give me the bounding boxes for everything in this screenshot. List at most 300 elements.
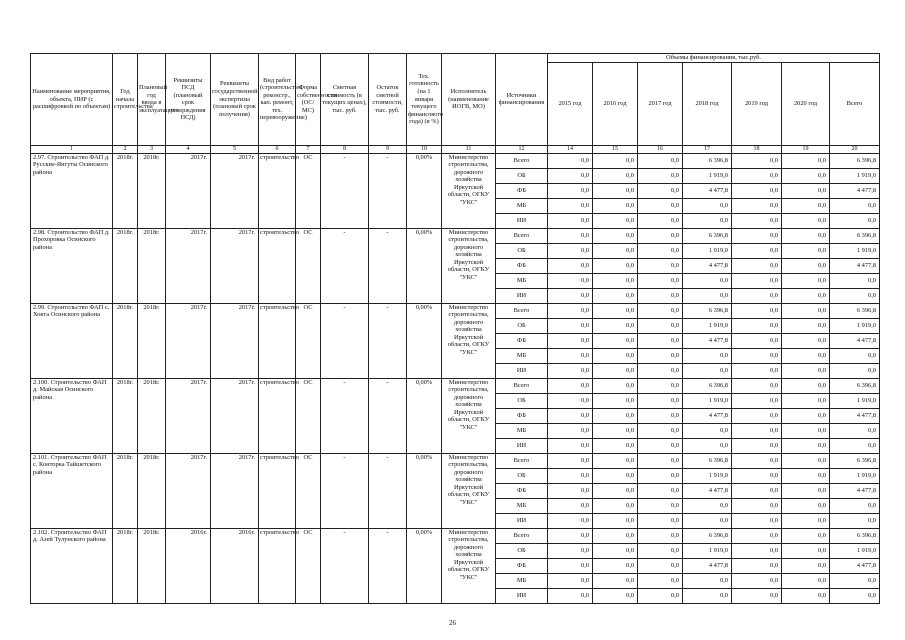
- funding-value: 0,0: [782, 168, 830, 183]
- header-year-2020: 2020 год: [782, 62, 830, 145]
- header-start-year: Год начала строительства: [113, 54, 138, 146]
- funding-value: 0,0: [732, 438, 782, 453]
- funding-value: 0,0: [683, 438, 732, 453]
- financing-table: [30, 53, 880, 604]
- funding-value: 0,0: [638, 408, 683, 423]
- funding-value: 0,0: [593, 318, 638, 333]
- estimated-cost: -: [321, 453, 369, 528]
- funding-source: ОБ: [496, 543, 548, 558]
- psd-date: 2016г.: [166, 528, 211, 603]
- funding-source: МБ: [496, 198, 548, 213]
- funding-source: ИИ: [496, 363, 548, 378]
- funding-value: 0,0: [593, 528, 638, 543]
- funding-value: 0,0: [638, 288, 683, 303]
- column-number: 8: [321, 145, 369, 153]
- funding-value: 0,0: [732, 153, 782, 168]
- ownership: ОС: [296, 453, 321, 528]
- funding-source: ИИ: [496, 588, 548, 603]
- funding-value: 6 396,8: [830, 378, 880, 393]
- funding-source: МБ: [496, 498, 548, 513]
- funding-value: 6 396,8: [683, 528, 732, 543]
- funding-source: МБ: [496, 348, 548, 363]
- column-number: 15: [593, 145, 638, 153]
- commission-year: 2018г.: [138, 453, 166, 528]
- funding-value: 0,0: [782, 408, 830, 423]
- funding-value: 0,0: [782, 573, 830, 588]
- funding-value: 0,0: [732, 423, 782, 438]
- funding-value: 0,0: [593, 228, 638, 243]
- funding-value: 0,0: [830, 348, 880, 363]
- funding-value: 0,0: [548, 483, 593, 498]
- project-name: 2.97. Строительство ФАП д. Русские-Янгуты Осинского района: [31, 153, 113, 228]
- funding-value: 0,0: [593, 273, 638, 288]
- funding-value: 0,0: [830, 438, 880, 453]
- funding-value: 0,0: [782, 453, 830, 468]
- funding-value: 0,0: [548, 183, 593, 198]
- funding-value: 0,0: [732, 573, 782, 588]
- funding-value: 1 919,0: [830, 168, 880, 183]
- column-number: 9: [369, 145, 407, 153]
- funding-value: 0,0: [638, 363, 683, 378]
- funding-value: 0,0: [593, 438, 638, 453]
- funding-value: 0,0: [638, 213, 683, 228]
- funding-value: 0,0: [782, 153, 830, 168]
- readiness: 0,00%: [407, 528, 442, 603]
- funding-value: 0,0: [548, 333, 593, 348]
- funding-value: 4 477,8: [830, 258, 880, 273]
- funding-source: ОБ: [496, 243, 548, 258]
- header-psd-requisites: Реквизиты ПСД (плановый срок утверждения ПСД): [166, 54, 211, 146]
- funding-value: 0,0: [638, 333, 683, 348]
- funding-value: 0,0: [732, 198, 782, 213]
- funding-value: 0,0: [638, 513, 683, 528]
- work-type: строительство: [259, 453, 296, 528]
- funding-value: 4 477,8: [683, 558, 732, 573]
- funding-value: 0,0: [782, 318, 830, 333]
- work-type: строительство: [259, 378, 296, 453]
- commission-year: 2018г.: [138, 153, 166, 228]
- expertise-date: 2017г.: [211, 228, 259, 303]
- header-work-type: Вид работ (строительство, реконстр., кап. ремонт, тех. перевооружение): [259, 54, 296, 146]
- funding-value: 0,0: [548, 258, 593, 273]
- funding-value: 6 396,8: [683, 453, 732, 468]
- funding-value: 1 919,0: [830, 393, 880, 408]
- expertise-date: 2017г.: [211, 303, 259, 378]
- funding-value: 0,0: [593, 153, 638, 168]
- start-year: 2018г.: [113, 453, 138, 528]
- funding-value: 0,0: [782, 378, 830, 393]
- funding-source: Всего: [496, 303, 548, 318]
- work-type: строительство: [259, 303, 296, 378]
- funding-value: 0,0: [593, 423, 638, 438]
- funding-value: 0,0: [593, 303, 638, 318]
- funding-source: ОБ: [496, 468, 548, 483]
- funding-value: 1 919,0: [830, 543, 880, 558]
- estimated-cost: -: [321, 303, 369, 378]
- funding-value: 0,0: [593, 453, 638, 468]
- funding-value: 0,0: [732, 558, 782, 573]
- funding-value: 6 396,8: [830, 228, 880, 243]
- column-number: 6: [259, 145, 296, 153]
- commission-year: 2018г.: [138, 528, 166, 603]
- estimated-cost: -: [321, 153, 369, 228]
- funding-value: 0,0: [593, 558, 638, 573]
- funding-value: 0,0: [593, 168, 638, 183]
- header-readiness: Тех. готовность (на 1 января текущего финансового года) (в %): [407, 54, 442, 146]
- funding-value: 6 396,8: [683, 378, 732, 393]
- funding-value: 0,0: [683, 513, 732, 528]
- funding-value: 0,0: [638, 378, 683, 393]
- funding-value: 0,0: [638, 468, 683, 483]
- column-number: 20: [830, 145, 880, 153]
- psd-date: 2017г.: [166, 303, 211, 378]
- funding-source: ФБ: [496, 183, 548, 198]
- funding-source: Всего: [496, 453, 548, 468]
- funding-value: 0,0: [548, 528, 593, 543]
- funding-value: 0,0: [732, 453, 782, 468]
- funding-value: 1 919,0: [683, 318, 732, 333]
- funding-value: 0,0: [683, 273, 732, 288]
- executor: Министерство строительства, дорожного хозяйства Иркутской области, ОГКУ "УКС": [442, 528, 496, 603]
- funding-value: 0,0: [548, 198, 593, 213]
- funding-value: 0,0: [732, 183, 782, 198]
- funding-value: 6 396,8: [830, 303, 880, 318]
- ownership: ОС: [296, 228, 321, 303]
- header-executor: Исполнитель (наименование ИОГВ, МО): [442, 54, 496, 146]
- funding-value: 0,0: [548, 153, 593, 168]
- funding-value: 0,0: [782, 558, 830, 573]
- funding-value: 0,0: [548, 303, 593, 318]
- psd-date: 2017г.: [166, 228, 211, 303]
- funding-value: 0,0: [548, 408, 593, 423]
- expertise-date: 2017г.: [211, 153, 259, 228]
- funding-value: 0,0: [638, 573, 683, 588]
- column-number: 17: [683, 145, 732, 153]
- funding-value: 4 477,8: [683, 483, 732, 498]
- funding-value: 4 477,8: [683, 333, 732, 348]
- funding-value: 0,0: [638, 438, 683, 453]
- funding-source: МБ: [496, 273, 548, 288]
- funding-value: 0,0: [593, 348, 638, 363]
- header-sources: Источники финансирования: [496, 54, 548, 146]
- funding-value: 0,0: [548, 348, 593, 363]
- funding-value: 0,0: [732, 528, 782, 543]
- funding-value: 0,0: [732, 468, 782, 483]
- header-expertise-requisites: Реквизиты государственной экспертизы (плановый срок получения): [211, 54, 259, 146]
- funding-value: 0,0: [683, 288, 732, 303]
- estimated-cost: -: [321, 228, 369, 303]
- header-estimated-cost: Сметная стоимость (в текущих ценах), тыс. руб.: [321, 54, 369, 146]
- funding-value: 0,0: [732, 513, 782, 528]
- funding-value: 0,0: [732, 318, 782, 333]
- funding-value: 0,0: [593, 588, 638, 603]
- funding-value: 0,0: [548, 393, 593, 408]
- funding-value: 0,0: [782, 468, 830, 483]
- expertise-date: 2016г.: [211, 528, 259, 603]
- funding-value: 0,0: [683, 498, 732, 513]
- funding-value: 0,0: [732, 363, 782, 378]
- funding-source: ИИ: [496, 513, 548, 528]
- funding-value: 4 477,8: [830, 333, 880, 348]
- commission-year: 2018г.: [138, 228, 166, 303]
- funding-value: 0,0: [638, 393, 683, 408]
- funding-value: 0,0: [548, 273, 593, 288]
- funding-value: 0,0: [638, 198, 683, 213]
- column-number: 12: [496, 145, 548, 153]
- funding-value: 0,0: [782, 273, 830, 288]
- funding-value: 0,0: [782, 363, 830, 378]
- work-type: строительство: [259, 228, 296, 303]
- funding-value: 0,0: [732, 408, 782, 423]
- remaining-cost: -: [369, 528, 407, 603]
- estimated-cost: -: [321, 378, 369, 453]
- column-number: 4: [166, 145, 211, 153]
- funding-value: 0,0: [548, 168, 593, 183]
- funding-value: 0,0: [782, 528, 830, 543]
- project-name: 2.98. Строительство ФАП д. Прохоровка Осинского района: [31, 228, 113, 303]
- start-year: 2018г.: [113, 528, 138, 603]
- table-row: [31, 303, 880, 318]
- page-number: 26: [449, 619, 456, 627]
- funding-value: 0,0: [638, 528, 683, 543]
- funding-value: 0,0: [683, 348, 732, 363]
- funding-value: 1 919,0: [683, 243, 732, 258]
- funding-value: 4 477,8: [683, 258, 732, 273]
- funding-value: 0,0: [782, 243, 830, 258]
- funding-value: 0,0: [782, 258, 830, 273]
- readiness: 0,00%: [407, 303, 442, 378]
- funding-value: 0,0: [683, 363, 732, 378]
- column-number: 14: [548, 145, 593, 153]
- funding-value: 0,0: [638, 183, 683, 198]
- funding-value: 0,0: [830, 273, 880, 288]
- column-number: 3: [138, 145, 166, 153]
- remaining-cost: -: [369, 378, 407, 453]
- header-year-2019: 2019 год: [732, 62, 782, 145]
- funding-value: 0,0: [593, 513, 638, 528]
- funding-value: 0,0: [732, 543, 782, 558]
- funding-value: 0,0: [732, 483, 782, 498]
- funding-value: 4 477,8: [683, 408, 732, 423]
- funding-value: 0,0: [638, 483, 683, 498]
- psd-date: 2017г.: [166, 153, 211, 228]
- header-commission-year: Плановый год ввода в эксплуатацию: [138, 54, 166, 146]
- funding-value: 0,0: [548, 378, 593, 393]
- funding-value: 0,0: [782, 228, 830, 243]
- readiness: 0,00%: [407, 453, 442, 528]
- funding-value: 0,0: [683, 198, 732, 213]
- funding-value: 0,0: [548, 588, 593, 603]
- funding-value: 0,0: [782, 483, 830, 498]
- funding-value: 0,0: [593, 378, 638, 393]
- funding-value: 0,0: [548, 543, 593, 558]
- estimated-cost: -: [321, 528, 369, 603]
- funding-value: 0,0: [782, 303, 830, 318]
- project-name: 2.102. Строительство ФАП д. Азей Тулунского района: [31, 528, 113, 603]
- funding-value: 0,0: [593, 258, 638, 273]
- funding-value: 0,0: [593, 408, 638, 423]
- table-row: [31, 378, 880, 393]
- funding-value: 0,0: [593, 543, 638, 558]
- funding-value: 4 477,8: [830, 183, 880, 198]
- funding-source: ОБ: [496, 168, 548, 183]
- header-name: Наименование мероприятия, объекта, ПИР (с расшифровкой по объектам): [31, 54, 113, 146]
- funding-value: 0,0: [782, 513, 830, 528]
- funding-value: 0,0: [782, 183, 830, 198]
- column-number: 7: [296, 145, 321, 153]
- work-type: строительство: [259, 528, 296, 603]
- remaining-cost: -: [369, 303, 407, 378]
- funding-value: 0,0: [732, 258, 782, 273]
- funding-value: 0,0: [638, 168, 683, 183]
- funding-value: 0,0: [593, 213, 638, 228]
- ownership: ОС: [296, 153, 321, 228]
- ownership: ОС: [296, 378, 321, 453]
- work-type: строительство: [259, 153, 296, 228]
- funding-value: 6 396,8: [830, 528, 880, 543]
- funding-value: 0,0: [593, 468, 638, 483]
- project-name: 2.99. Строительство ФАП с. Хокта Осинского района: [31, 303, 113, 378]
- funding-value: 0,0: [732, 288, 782, 303]
- funding-value: 0,0: [638, 453, 683, 468]
- funding-value: 0,0: [782, 498, 830, 513]
- funding-value: 0,0: [593, 288, 638, 303]
- expertise-date: 2017г.: [211, 378, 259, 453]
- funding-value: 0,0: [638, 153, 683, 168]
- funding-value: 0,0: [782, 333, 830, 348]
- ownership: ОС: [296, 528, 321, 603]
- executor: Министерство строительства, дорожного хозяйства Иркутской области, ОГКУ "УКС": [442, 303, 496, 378]
- funding-value: 0,0: [732, 168, 782, 183]
- start-year: 2018г.: [113, 303, 138, 378]
- column-number: 18: [732, 145, 782, 153]
- funding-value: 0,0: [782, 423, 830, 438]
- funding-value: 0,0: [683, 588, 732, 603]
- funding-source: ИИ: [496, 438, 548, 453]
- funding-value: 0,0: [593, 573, 638, 588]
- funding-value: 0,0: [638, 273, 683, 288]
- funding-value: 0,0: [732, 273, 782, 288]
- funding-value: 0,0: [593, 243, 638, 258]
- start-year: 2018г.: [113, 228, 138, 303]
- funding-value: 0,0: [782, 393, 830, 408]
- funding-value: 0,0: [548, 243, 593, 258]
- column-number: 2: [113, 145, 138, 153]
- funding-source: МБ: [496, 423, 548, 438]
- funding-value: 0,0: [830, 423, 880, 438]
- funding-value: 0,0: [638, 423, 683, 438]
- funding-value: 0,0: [732, 213, 782, 228]
- funding-value: 0,0: [683, 573, 732, 588]
- executor: Министерство строительства, дорожного хозяйства Иркутской области, ОГКУ "УКС": [442, 378, 496, 453]
- funding-value: 0,0: [548, 438, 593, 453]
- funding-source: ФБ: [496, 483, 548, 498]
- funding-value: 0,0: [830, 288, 880, 303]
- funding-value: 0,0: [732, 243, 782, 258]
- funding-value: 0,0: [548, 423, 593, 438]
- funding-value: 0,0: [830, 588, 880, 603]
- funding-value: 4 477,8: [830, 483, 880, 498]
- funding-value: 0,0: [732, 303, 782, 318]
- funding-source: ФБ: [496, 258, 548, 273]
- funding-value: 0,0: [548, 213, 593, 228]
- funding-value: 0,0: [638, 228, 683, 243]
- funding-value: 0,0: [732, 333, 782, 348]
- funding-value: 0,0: [593, 483, 638, 498]
- funding-value: 6 396,8: [683, 303, 732, 318]
- funding-source: ФБ: [496, 333, 548, 348]
- header-year-2017: 2017 год: [638, 62, 683, 145]
- funding-value: 0,0: [638, 498, 683, 513]
- funding-source: ОБ: [496, 318, 548, 333]
- funding-value: 0,0: [638, 258, 683, 273]
- executor: Министерство строительства, дорожного хозяйства Иркутской области, ОГКУ "УКС": [442, 453, 496, 528]
- executor: Министерство строительства, дорожного хозяйства Иркутской области, ОГКУ "УКС": [442, 153, 496, 228]
- funding-source: МБ: [496, 573, 548, 588]
- funding-source: ФБ: [496, 558, 548, 573]
- funding-value: 6 396,8: [683, 228, 732, 243]
- funding-value: 6 396,8: [830, 153, 880, 168]
- funding-value: 0,0: [638, 318, 683, 333]
- funding-value: 0,0: [830, 213, 880, 228]
- funding-value: 0,0: [638, 243, 683, 258]
- header-year-2015: 2015 год: [548, 62, 593, 145]
- funding-value: 0,0: [593, 183, 638, 198]
- funding-value: 0,0: [548, 558, 593, 573]
- funding-value: 0,0: [732, 228, 782, 243]
- readiness: 0,00%: [407, 153, 442, 228]
- funding-value: 0,0: [548, 363, 593, 378]
- header-ownership: Форма собственности (ОС/МС): [296, 54, 321, 146]
- funding-value: 1 919,0: [830, 468, 880, 483]
- funding-value: 0,0: [548, 498, 593, 513]
- funding-value: 0,0: [548, 453, 593, 468]
- funding-source: ИИ: [496, 213, 548, 228]
- column-number-row: [31, 145, 880, 153]
- column-number: 16: [638, 145, 683, 153]
- funding-value: 0,0: [638, 588, 683, 603]
- funding-source: Всего: [496, 378, 548, 393]
- project-name: 2.100. Строительство ФАП д. Майская Осинского района: [31, 378, 113, 453]
- funding-value: 0,0: [782, 213, 830, 228]
- column-number: 10: [407, 145, 442, 153]
- funding-value: 0,0: [732, 588, 782, 603]
- funding-value: 0,0: [548, 318, 593, 333]
- project-name: 2.101. Строительство ФАП с. Конторка Тайшетского района: [31, 453, 113, 528]
- funding-value: 0,0: [638, 348, 683, 363]
- executor: Министерство строительства, дорожного хозяйства Иркутской области, ОГКУ "УКС": [442, 228, 496, 303]
- header-year-2016: 2016 год: [593, 62, 638, 145]
- funding-value: 0,0: [732, 378, 782, 393]
- column-number: 19: [782, 145, 830, 153]
- funding-source: ФБ: [496, 408, 548, 423]
- column-number: 1: [31, 145, 113, 153]
- funding-value: 4 477,8: [683, 183, 732, 198]
- funding-value: 0,0: [593, 393, 638, 408]
- funding-value: 1 919,0: [683, 468, 732, 483]
- table-row: [31, 528, 880, 543]
- ownership: ОС: [296, 303, 321, 378]
- header-remaining-cost: Остаток сметной стоимости, тыс. руб.: [369, 54, 407, 146]
- funding-source: ИИ: [496, 288, 548, 303]
- funding-value: 0,0: [830, 573, 880, 588]
- funding-value: 0,0: [782, 198, 830, 213]
- funding-value: 0,0: [593, 333, 638, 348]
- funding-value: 0,0: [732, 393, 782, 408]
- financing-table-sheet: [30, 53, 879, 604]
- start-year: 2018г.: [113, 153, 138, 228]
- funding-value: 1 919,0: [830, 243, 880, 258]
